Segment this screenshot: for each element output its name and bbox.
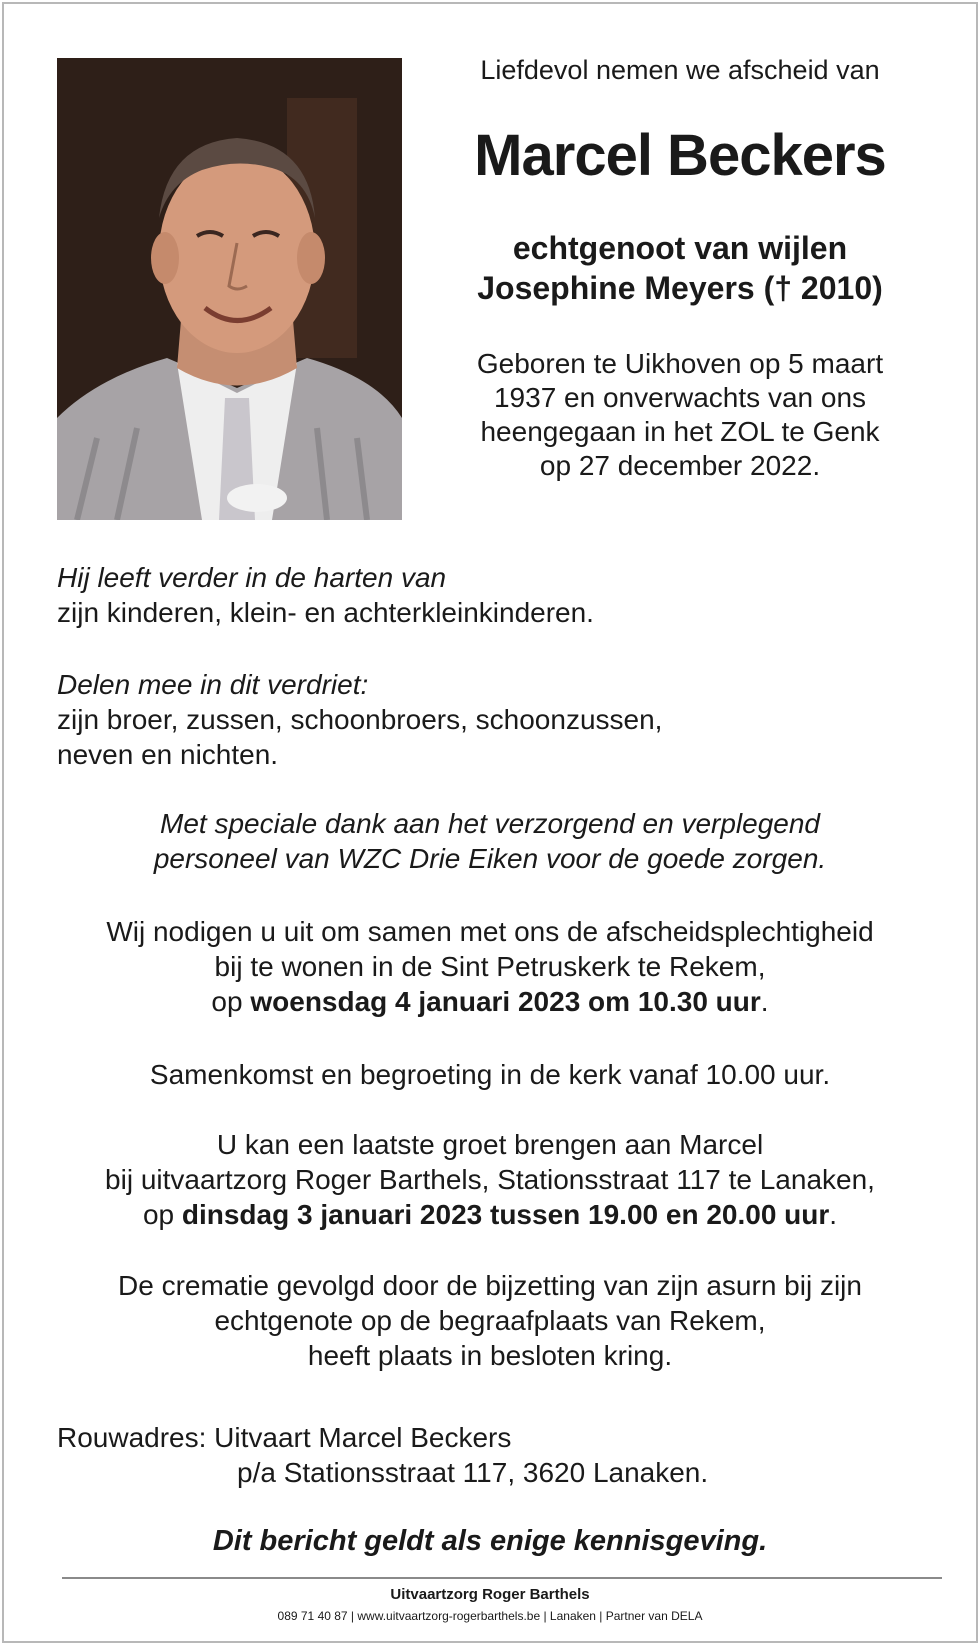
visit-date-line	[40, 1197, 940, 1232]
legacy-italic: Hij leeft verder in de harten van	[57, 562, 447, 593]
visit-suffix: .	[829, 1199, 838, 1230]
ceremony-line: bij te wonen in de Sint Petruskerk te Rekem,	[214, 951, 766, 982]
ceremony-section	[40, 914, 940, 1019]
grief-section	[57, 667, 662, 772]
thanks-line: Met speciale dank aan het verzorgend en verplegend	[160, 808, 820, 839]
ceremony-date: woensdag 4 januari 2023 om 10.30 uur	[250, 986, 761, 1017]
cremation-section	[40, 1268, 940, 1373]
visit-prefix: op	[142, 1199, 182, 1230]
funeral-home-name: Uitvaartzorg Roger Barthels	[390, 1586, 590, 1603]
cremation-line: echtgenote op de begraafplaats van Rekem,	[214, 1305, 766, 1336]
portrait-photo	[57, 58, 402, 520]
thanks-section	[40, 806, 940, 876]
born-line: op 27 december 2022.	[539, 450, 821, 481]
cremation-line: heeft plaats in besloten kring.	[307, 1340, 673, 1371]
spouse-info	[430, 228, 930, 308]
spouse-line: Josephine Meyers († 2010)	[477, 270, 883, 306]
grief-line: neven en nichten.	[57, 739, 279, 770]
ceremony-line: Wij nodigen u uit om samen met ons de afscheidsplechtigheid	[106, 916, 874, 947]
visit-date: dinsdag 3 januari 2023 tussen 19.00 en 20.00 uur	[181, 1199, 830, 1230]
grief-line: zijn broer, zussen, schoonbroers, schoonzussen,	[57, 704, 663, 735]
visit-line: bij uitvaartzorg Roger Barthels, Stationsstraat 117 te Lanaken,	[105, 1164, 875, 1195]
thanks-line: personeel van WZC Drie Eiken voor de goede zorgen.	[153, 843, 827, 874]
closing-statement: Dit bericht geldt als enige kennisgeving.	[212, 1525, 768, 1557]
deceased-name: Marcel Beckers	[474, 123, 886, 188]
address-line: p/a Stationsstraat 117, 3620 Lanaken.	[237, 1457, 709, 1488]
spouse-line: echtgenoot van wijlen	[512, 230, 848, 266]
ceremony-date-line	[40, 984, 940, 1019]
ceremony-suffix: .	[760, 986, 769, 1017]
grief-italic: Delen mee in dit verdriet:	[57, 669, 369, 700]
intro-text: Liefdevol nemen we afscheid van	[480, 55, 880, 85]
gathering-text: Samenkomst en begroeting in de kerk vanaf 10.00 uur.	[149, 1059, 831, 1090]
address-label: Rouwadres: Uitvaart Marcel Beckers	[57, 1422, 512, 1453]
born-line: heengegaan in het ZOL te Genk	[480, 416, 880, 447]
birth-death-info	[430, 347, 930, 483]
footer-divider	[62, 1577, 942, 1579]
ceremony-prefix: op	[211, 986, 251, 1017]
cremation-line: De crematie gevolgd door de bijzetting van zijn asurn bij zijn	[118, 1270, 862, 1301]
mourning-address	[57, 1420, 708, 1490]
born-line: Geboren te Uikhoven op 5 maart	[476, 348, 884, 379]
legacy-section	[57, 560, 594, 630]
born-line: 1937 en onverwachts van ons	[493, 382, 867, 413]
funeral-home-contact: 089 71 40 87 | www.uitvaartzorg-rogerbarthels.be | Lanaken | Partner van DELA	[277, 1609, 703, 1623]
visit-line: U kan een laatste groet brengen aan Marcel	[216, 1129, 764, 1160]
legacy-text: zijn kinderen, klein- en achterkleinkinderen.	[57, 597, 594, 628]
visit-section	[40, 1127, 940, 1232]
